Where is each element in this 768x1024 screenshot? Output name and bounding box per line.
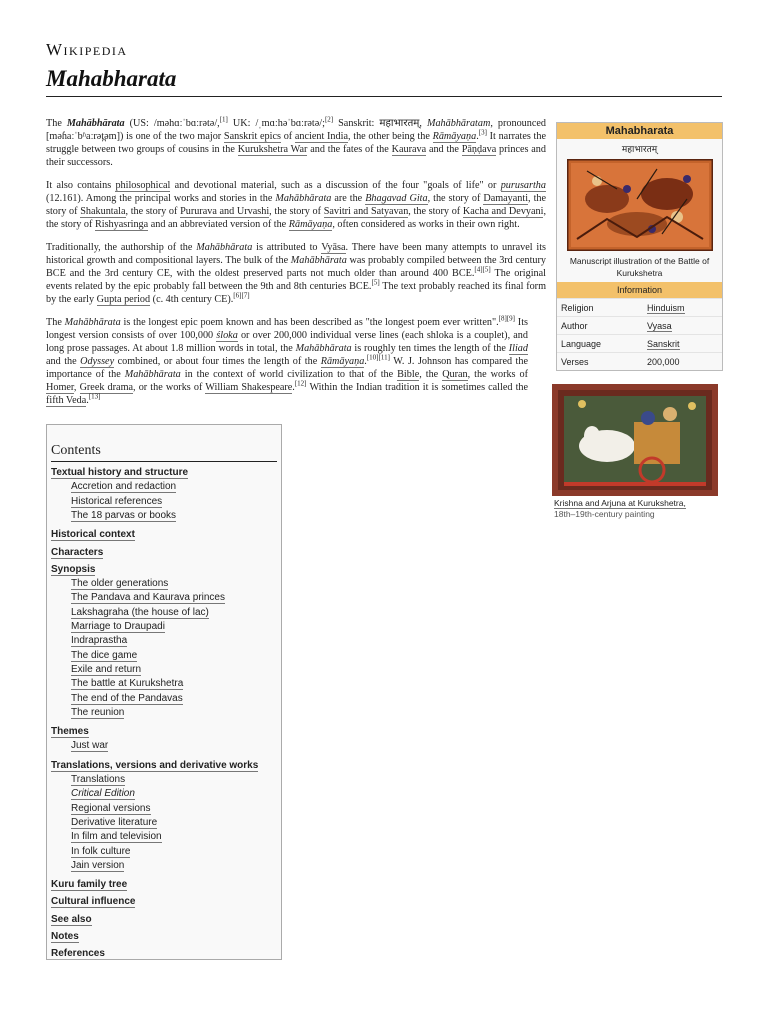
toc-item-label: The older generations (71, 578, 169, 590)
toc-item-label: Textual history and structure (51, 467, 189, 478)
citation[interactable]: [2] (324, 115, 334, 124)
toc-item-label: Indraprastha (71, 635, 128, 647)
toc-item-label: Exile and return (71, 663, 142, 675)
link-rishyasringa[interactable]: Rishyasringa (94, 219, 149, 230)
toc-item-16[interactable] (71, 693, 183, 704)
toc-item-label: Regional versions (71, 802, 151, 814)
link-shakuntala[interactable]: Shakuntala (80, 206, 126, 217)
krishna-arjuna-image[interactable] (552, 384, 718, 496)
toc-item-26[interactable] (71, 846, 130, 857)
citation[interactable]: [1] (219, 115, 228, 124)
title-rule (46, 96, 722, 97)
toc-item-28[interactable] (51, 879, 127, 890)
link-sloka[interactable]: śloka (216, 330, 238, 341)
link-kurukshetra-war[interactable]: Kurukshetra War (237, 144, 308, 155)
toc-item-15[interactable] (71, 678, 183, 689)
toc-item-label: Jain version (71, 859, 125, 871)
toc-item-label: Translations, versions and derivative works (51, 759, 259, 771)
link-sanskrit-epics[interactable]: Sanskrit epics (223, 131, 281, 142)
toc-item-label: Critical Edition (71, 788, 135, 800)
toc-item-14[interactable] (71, 664, 141, 675)
toc-item-17[interactable] (71, 707, 124, 718)
citation[interactable]: [13] (88, 392, 101, 401)
link-shakespeare[interactable]: William Shakespeare (205, 382, 293, 393)
toc-item-label: In film and television (71, 831, 162, 843)
toc-item-6[interactable] (51, 547, 103, 558)
citation[interactable]: [3] (478, 128, 487, 137)
toc-item-label: Historical context (51, 529, 135, 541)
citation[interactable]: [5] (371, 278, 380, 287)
toc-item-13[interactable] (71, 650, 137, 661)
citation[interactable]: [8][9] (498, 314, 515, 323)
paragraph-4: The Mahābhārata is the longest epic poem known and has been described as "the longest poem ever written".[8][9] Its longest version consists of over 100,000 śloka or over 200,000 individual verse lines (each shloka is a couplet), and long prose passages. At about 1.8 million words in total, the Mahābhārata is roughly ten times the length of the Iliad and the Odyssey combined, or about four times the length of the Rāmāyaṇa.[10][11] W. J. Johnson has compared the importance of the Mahābhārata in the context of world civilization to that of the Bible, the Quran, the works of Homer, Greek drama, or the works of William Shakespeare.[12] Within the Indian tradition it is sometimes called the fifth Veda.[13] (46, 314, 529, 406)
toc-item-label: Translations (71, 774, 126, 785)
link-fifth-veda[interactable]: fifth Veda (46, 395, 87, 406)
toc-item-label: Themes (51, 726, 89, 738)
table-of-contents (46, 424, 282, 960)
toc-item-29[interactable] (51, 896, 135, 907)
thumb-caption: Krishna and Arjuna at Kurukshetra, 18th–19th-century painting (554, 498, 686, 519)
toc-item-2[interactable] (71, 481, 176, 492)
infobox-section-header: Information (557, 282, 722, 298)
link-bible[interactable]: Bible (397, 369, 420, 380)
toc-item-label: Derivative literature (71, 816, 158, 828)
toc-item-label: Accretion and redaction (71, 481, 177, 493)
link-pandava[interactable]: Pāṇḍava (461, 144, 497, 155)
toc-item-20[interactable] (51, 760, 258, 771)
link-iliad[interactable]: Iliad (508, 343, 528, 354)
toc-item-label: References (51, 948, 105, 960)
link-damayanti[interactable]: Damayanti (483, 193, 529, 204)
toc-item-label: Kuru family tree (51, 879, 128, 891)
link-purusartha[interactable]: purusartha (500, 180, 546, 191)
toc-item-32[interactable] (51, 948, 105, 959)
toc-item-21[interactable] (71, 774, 125, 785)
toc-item-label: Synopsis (51, 563, 96, 575)
link-homer[interactable]: Homer (46, 382, 74, 393)
link-greek-drama[interactable]: Greek drama (79, 382, 134, 393)
link-kacha-devyani[interactable]: Kacha and Devyani (462, 206, 544, 217)
infobox (556, 122, 723, 371)
link-savitri-satyavan[interactable]: Savitri and Satyavan (323, 206, 409, 217)
toc-item-label: The 18 parvas or books (71, 509, 177, 521)
article-body (46, 117, 546, 417)
toc-item-label: The Pandava and Kaurava princes (71, 592, 225, 604)
toc-item-24[interactable] (71, 817, 157, 828)
toc-item-25[interactable] (71, 831, 162, 842)
toc-item-30[interactable] (51, 914, 92, 925)
link-krishna-arjuna-kurukshetra[interactable]: Krishna and Arjuna at Kurukshetra, (554, 498, 686, 508)
battle-manuscript-image[interactable] (567, 159, 713, 251)
toc-item-18[interactable] (51, 726, 89, 737)
link-bhagavad-gita[interactable]: Bhagavad Gita (365, 193, 428, 204)
citation[interactable]: [10][11] (366, 353, 390, 362)
toc-item-label: In folk culture (71, 845, 131, 857)
link-ramayana[interactable]: Rāmāyaṇa (320, 356, 365, 367)
infobox-title: Mahabharata (557, 123, 722, 139)
link-vyasa[interactable]: Vyāsa (321, 242, 346, 253)
infobox-row-religion: Religion Hinduism (557, 298, 722, 316)
toc-item-label: The reunion (71, 706, 125, 718)
infobox-row-language: Language Sanskrit (557, 334, 722, 352)
paragraph-1: The Mahābhārata (US: /məhɑːˈbɑːrətə/,[1] UK: /ˌmɑːhəˈbɑːrətə/;[2] Sanskrit: महाभारतम्, Mahābhāratam, pronounced [məɦaːˈbʱaːrət̪əm]) is one of the two major Sanskrit epics of ancient India, the other being the Rāmāyaṇa.[3] It narrates the struggle between two groups of cousins in the Kurukshetra War and the fates of the Kaurava and the Pāṇḍava princes and their successors. (46, 115, 546, 168)
infobox-row-author: Author Vyasa (557, 316, 722, 334)
toc-item-10[interactable] (71, 607, 209, 618)
link-ramayana[interactable]: Rāmāyaṇa (288, 219, 333, 230)
infobox-native-name: महाभारतम् (621, 145, 658, 155)
toc-item-9[interactable] (71, 592, 225, 603)
link-quran[interactable]: Quran (442, 369, 468, 380)
toc-item-12[interactable] (71, 635, 127, 646)
toc-item-label: Historical references (71, 495, 163, 507)
toc-item-1[interactable] (51, 467, 188, 478)
toc-item-31[interactable] (51, 931, 79, 942)
toc-item-label: The dice game (71, 649, 138, 661)
toc-item-23[interactable] (71, 803, 151, 814)
toc-item-11[interactable] (71, 621, 165, 632)
wikipedia-wordmark[interactable]: Wikipedia (46, 40, 128, 59)
paragraph-3: Traditionally, the authorship of the Mahābhārata is attributed to Vyāsa. There have been many attempts to unravel its historical growth and compositional layers. The bulk of the Mahābhārata was probably compiled between the 3rd century BCE and the 3rd century CE, with the oldest preserved parts not much older than around 400 BCE.[4][5] The original events related by the epic probably fall between the 9th and 8th centuries BCE.[5] The text probably reached its final form by the early Gupta period (c. 4th century CE).[6][7] (46, 242, 546, 305)
toc-item-label: The battle at Kurukshetra (71, 678, 184, 690)
toc-item-5[interactable] (51, 529, 135, 540)
link-ramayana[interactable]: Rāmāyaṇa (432, 131, 477, 142)
toc-item-8[interactable] (71, 578, 168, 589)
link-sanskrit[interactable]: Sanskrit (647, 339, 680, 349)
link-ancient-india[interactable]: ancient India (294, 131, 348, 142)
toc-item-label: Just war (71, 740, 109, 752)
toc-item-3[interactable] (71, 496, 162, 507)
battle-painting-illustration (567, 159, 713, 251)
toc-item-label: Lakshagraha (the house of lac) (71, 606, 209, 618)
toc-item-label: Characters (51, 546, 104, 558)
infobox-image-caption: Manuscript illustration of the Battle of Kurukshetra (569, 256, 710, 278)
citation[interactable]: [6][7] (233, 291, 250, 300)
toc-item-label: Cultural influence (51, 896, 136, 908)
link-pururava-urvashi[interactable]: Pururava and Urvashi (180, 206, 270, 217)
toc-item-label: The end of the Pandavas (71, 692, 183, 704)
page-title: Mahabharata (46, 66, 177, 91)
toc-item-label: Notes (51, 931, 79, 942)
citation[interactable]: [12] (294, 379, 307, 388)
toc-item-label: See also (51, 913, 92, 925)
toc-item-label: Marriage to Draupadi (71, 621, 165, 632)
link-vyasa[interactable]: Vyasa (647, 321, 672, 331)
link-kaurava[interactable]: Kaurava (391, 144, 427, 155)
chariot-painting-illustration (552, 384, 718, 496)
link-gupta-period[interactable]: Gupta period (96, 294, 151, 305)
toc-item-4[interactable] (71, 510, 176, 521)
toc-item-7[interactable] (51, 564, 95, 575)
link-philosophical[interactable]: philosophical (115, 180, 171, 191)
link-hinduism[interactable]: Hinduism (647, 303, 685, 313)
toc-item-27[interactable] (71, 860, 124, 871)
toc-item-22[interactable] (71, 788, 135, 799)
citation[interactable]: [4][5] (474, 265, 491, 274)
paragraph-2: It also contains philosophical and devotional material, such as a discussion of the four "goals of life" or purusartha (12.161). Among the principal works and stories in the Mahābhārata are the Bhagavad Gita, the story of Damayanti, the story of Shakuntala, the story of Pururava and Urvashi, the story of Savitri and Satyavan, the story of Kacha and Devyani, the story of Rishyasringa and an abbreviated version of the Rāmāyaṇa, often considered as works in their own right. (46, 180, 547, 230)
infobox-row-verses: Verses 200,000 (557, 352, 722, 370)
link-odyssey[interactable]: Odyssey (80, 356, 115, 367)
toc-title: Contents (51, 443, 277, 462)
toc-item-19[interactable] (71, 740, 108, 751)
